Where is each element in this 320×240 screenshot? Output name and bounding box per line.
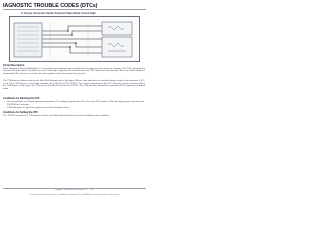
circuit-description-heading: Circuit Description: [3, 64, 25, 67]
copyright-text: Copyright © 2009 Allison Transmission, Inc.: [54, 189, 88, 191]
conditions-running-item: • The transmission is at normal operating temperature. The voltage is greater than 9V or less than 18V. Ignition is ON and engine speed is greater than 200 RPM for 5 seconds.: [7, 101, 145, 106]
conditions-setting-paragraph: DTC P0XXX sets when the TCM detects a failure in the Main Shift Solenoid circuit after the following test conditions.: [3, 114, 110, 117]
wire-harness: [42, 26, 102, 53]
page-title: IAGNOSTIC TROUBLE CODES (DTCs): [3, 3, 98, 9]
footer-note: Do you need to know the features to use the Allison Transmission? Try all the Allison Transmission Service Tools products: [29, 194, 120, 196]
page-number: 3-13: [90, 189, 95, 191]
circuit-description-paragraph-1: Since Solenoid is Normal (Mode Blue) is a normally closed solenoid used to modulate the transmission from pressure chamber. The TCM commands the solenoid ON when specific conditions are met. Continuity is applied to the solenoid when the TCM selects the solenoid state. When the mode solenoid is commanded ON, pressure is routed to the main regulator valve lowering the line pressure.: [3, 67, 145, 75]
page-subtitle: A Torque Converter Clutch Solenoid Valve Mode Circuit High: [21, 11, 96, 15]
circuit-description-paragraph-2: The TCM detects a failure mode for the Main Shift Solenoid with a high signal. When a high side driver or solenoid voltage is higher than expected, a DTC is set. If the TCM detects a circuit high condition, the TCM will set DTC P0XXX. The circuit is monitored for this DTC when the vehicle is running. When the TCM detects a high signal, the TCM will turn the MIL ON and set DTC P0XXX. The TCM will also command the solenoid OFF and operate in a default mode.: [3, 80, 145, 91]
footer-copyright: [0, 189, 149, 191]
conditions-running-item: • TCM determines a high or low signal on one of the solenoid circuits.: [7, 107, 145, 110]
conditions-setting-heading: Conditions for Setting the DTC: [3, 111, 38, 114]
solenoid-block-lower: [102, 37, 132, 57]
wiring-diagram: [9, 16, 140, 62]
tcm-connector-block: [14, 23, 42, 57]
conditions-running-heading: Conditions for Running the DTC: [3, 97, 40, 100]
wiring-diagram-svg: [10, 17, 141, 63]
shield-lines: [50, 23, 88, 57]
document-header-line: UNITED TRUCK OPERATOR SERVICE SERVICE MANUAL - ALLISON 1000/2000 SERIES/S: [79, 1, 146, 2]
solenoid-block-upper: [102, 22, 132, 35]
